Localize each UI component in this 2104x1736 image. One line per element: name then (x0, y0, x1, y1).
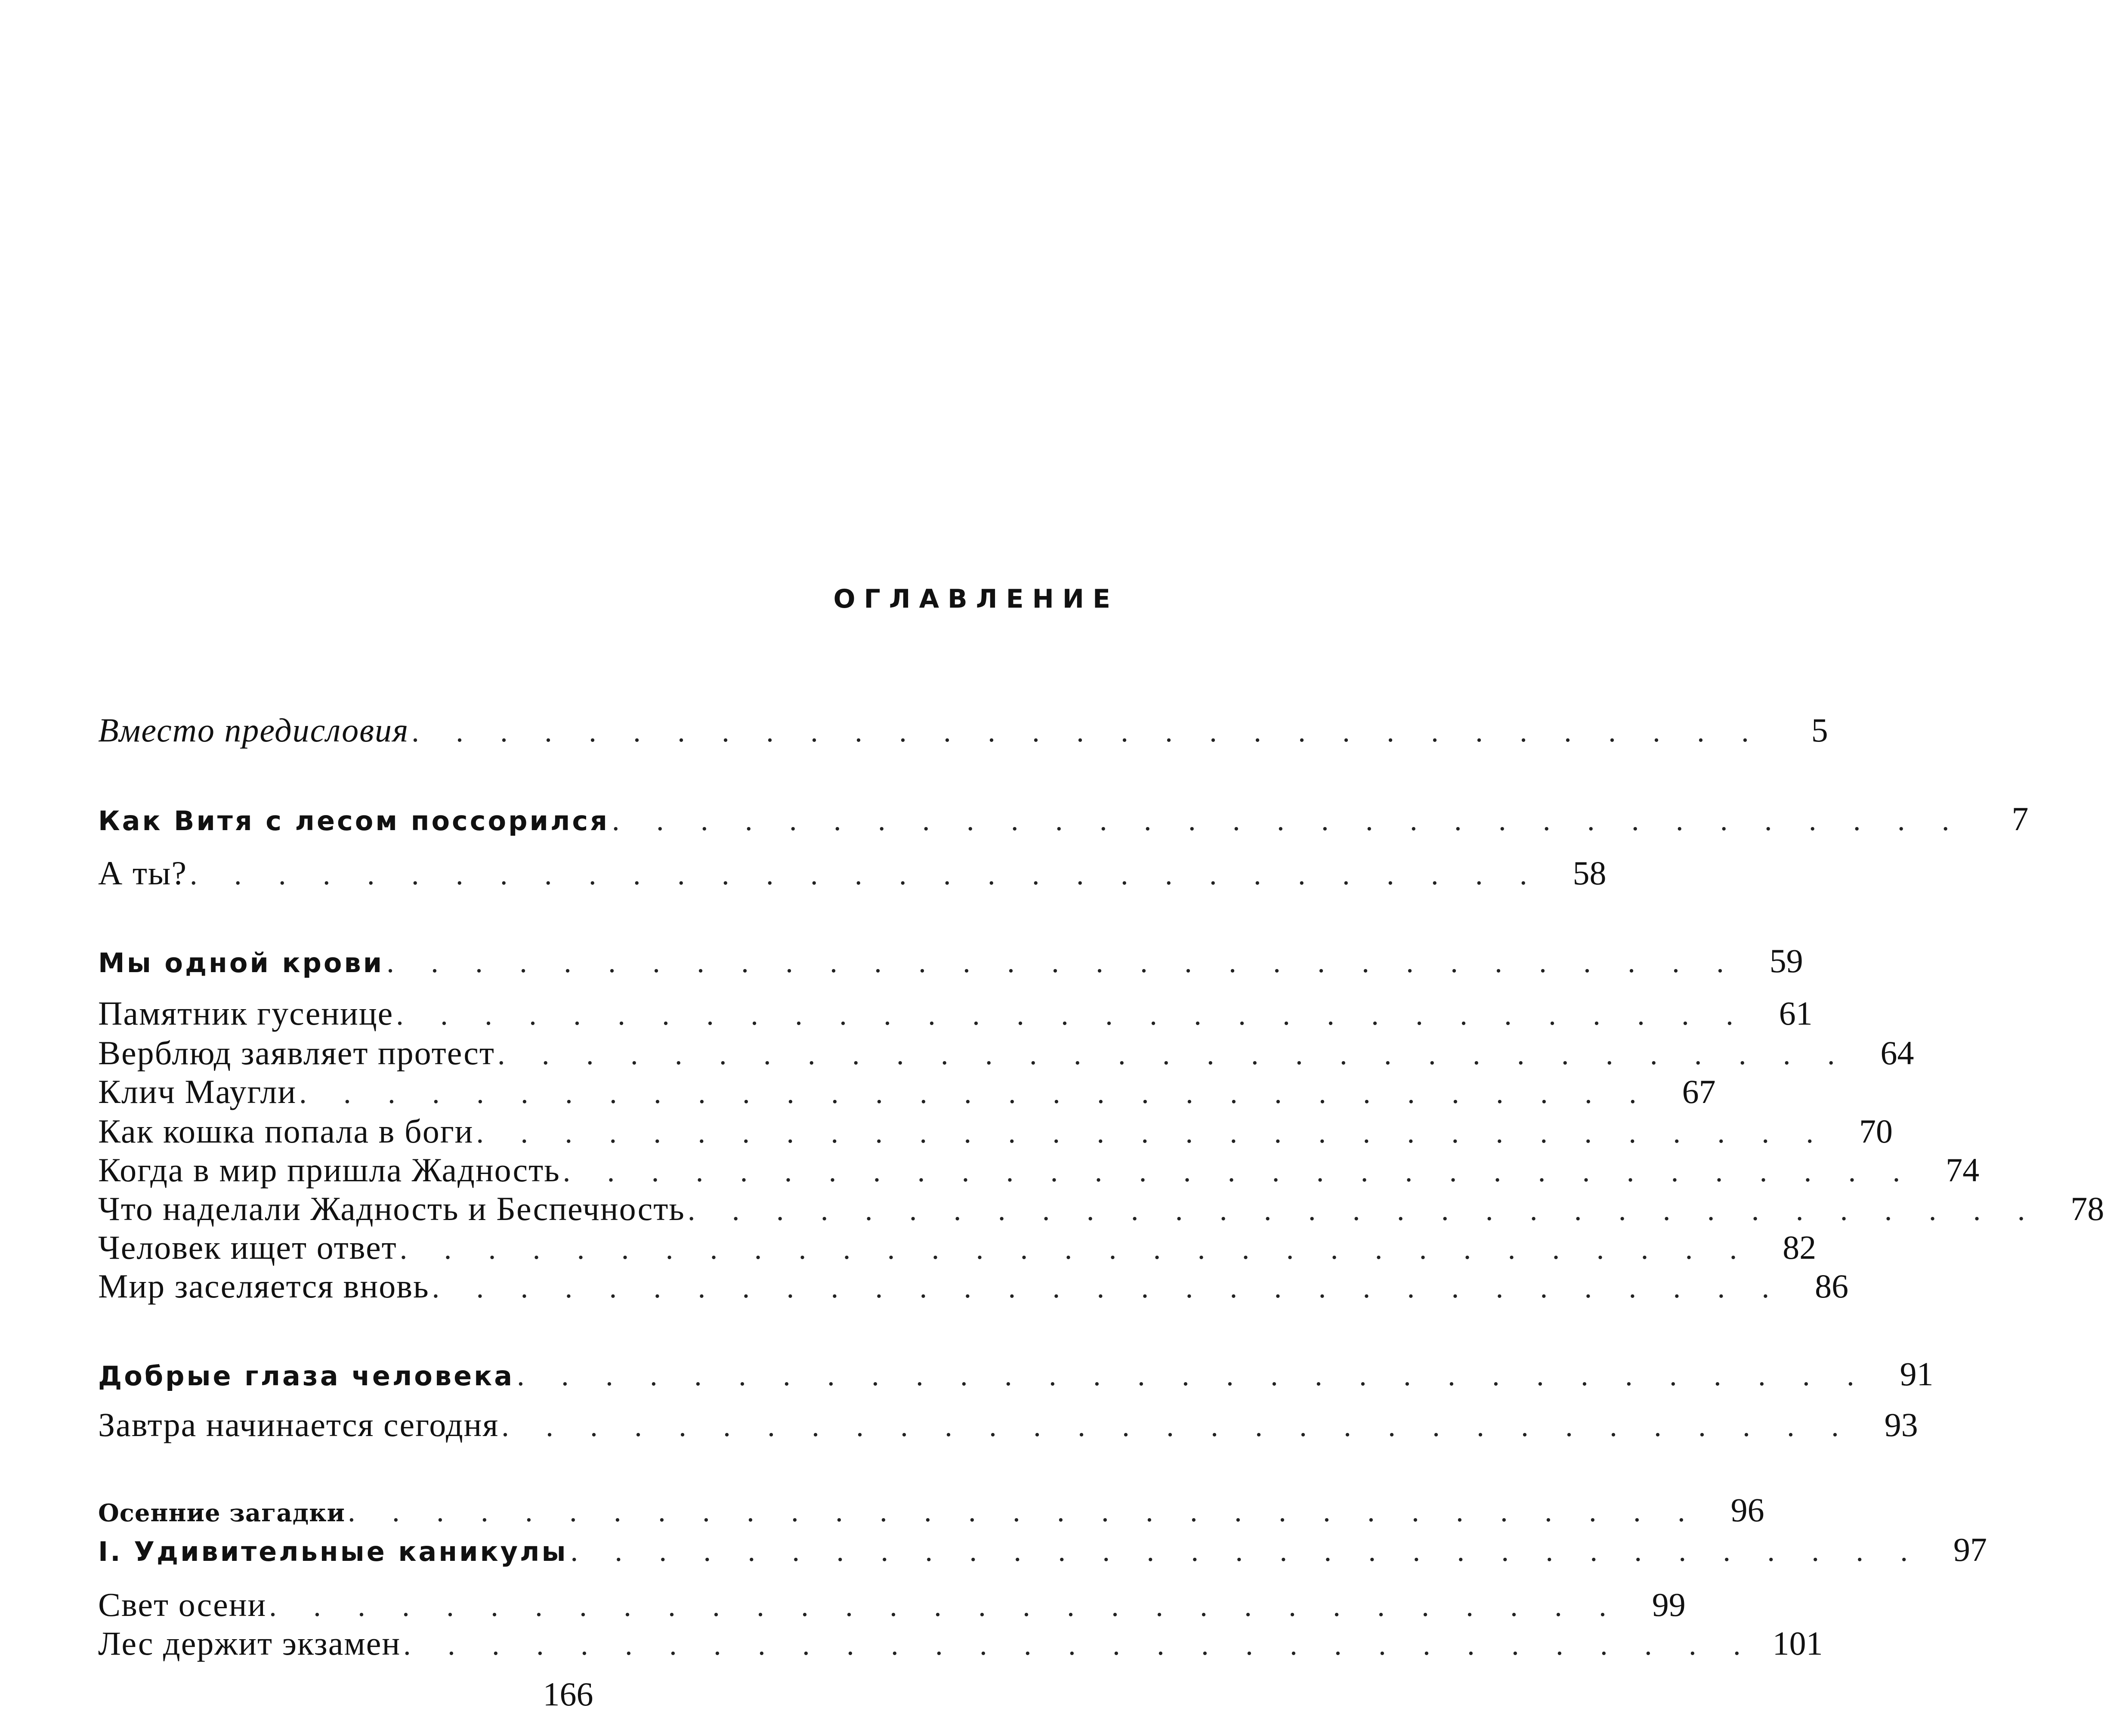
toc-leader-dots: . . . . . . . . . . . . . . . . . . . . . . . . . . . . . . . (269, 1590, 1621, 1623)
toc-entry-title: Лес держит экзамен (98, 1625, 401, 1662)
toc-entry (98, 1228, 1817, 1267)
toc-entry (98, 1072, 1716, 1111)
toc-entry-page: 97 (1953, 1531, 1987, 1568)
toc-entry-page: 78 (2070, 1190, 2104, 1227)
toc-entry-title: Осенние загадки (98, 1499, 346, 1527)
toc-entry-title: Мир заселяется вновь (98, 1267, 429, 1305)
toc-leader-dots: . . . . . . . . . . . . . . . . . . . . . . . . . . . . . . . (570, 1535, 1923, 1568)
toc-entry-title: Когда в мир пришла Жадность (98, 1151, 560, 1189)
toc-entry-page: 58 (1573, 854, 1607, 892)
toc-entry (98, 1405, 1918, 1444)
toc-entry (98, 854, 1607, 893)
toc-leader-dots: . . . . . . . . . . . . . . . . . . . . . . . . . . . . . . . (501, 1410, 1854, 1443)
toc-entry-page: 5 (1811, 711, 1828, 749)
toc-leader-dots: . . . . . . . . . . . . . . . . . . . . . . . . . . . . . . . (189, 858, 1542, 891)
toc-leader-dots: . . . . . . . . . . . . . . . . . . . . . . . . . . . . . . . (299, 1077, 1651, 1110)
toc-entry-page: 7 (2011, 800, 2029, 837)
toc-entry-title: I. Удивительные каникулы (98, 1536, 568, 1567)
toc-entry-title: А ты? (98, 854, 187, 892)
toc-entry (98, 1112, 1893, 1151)
toc-entry (98, 994, 1813, 1033)
toc-entry-page: 101 (1772, 1625, 1823, 1662)
toc-section-heading (98, 800, 2029, 838)
page-number: 166 (543, 1675, 593, 1713)
toc-entry-page: 93 (1884, 1406, 1918, 1443)
toc-entry-page: 96 (1730, 1491, 1764, 1529)
toc-title: ОГЛАВЛЕНИЕ (833, 584, 1119, 614)
toc-entry-page: 74 (1946, 1151, 1980, 1189)
toc-entry-page: 70 (1859, 1112, 1893, 1150)
toc-entry-page: 64 (1880, 1034, 1914, 1072)
toc-leader-dots: . . . . . . . . . . . . . . . . . . . . . . . . . . . . . . . (562, 1155, 1915, 1188)
toc-leader-dots: . . . . . . . . . . . . . . . . . . . . . . . . . . . . . . . (517, 1359, 1869, 1392)
toc-leader-dots: . . . . . . . . . . . . . . . . . . . . . . . . . . . . . . . (403, 1628, 1755, 1662)
toc-leader-dots: . . . . . . . . . . . . . . . . . . . . . . . . . . . . . . . (476, 1116, 1828, 1149)
toc-entry-page: 82 (1783, 1229, 1817, 1266)
toc-entry-page: 86 (1815, 1267, 1849, 1305)
toc-entry (98, 1151, 1980, 1189)
toc-section-heading (98, 1355, 1934, 1393)
toc-entry-title: Клич Маугли (98, 1073, 297, 1110)
toc-entry-page: 99 (1652, 1586, 1686, 1623)
toc-entry (98, 1189, 2104, 1228)
toc-subsection-heading (98, 1491, 1764, 1529)
toc-entry-page: 67 (1682, 1073, 1716, 1110)
toc-leader-dots: . . . . . . . . . . . . . . . . . . . . . . . . . . . . . . . (348, 1495, 1700, 1528)
toc-leader-dots: . . . . . . . . . . . . . . . . . . . . . . . . . . . . . . . (612, 804, 1964, 837)
toc-entry (98, 711, 1828, 750)
toc-entry (98, 1267, 1849, 1306)
toc-entry-title: Свет осени (98, 1586, 267, 1623)
toc-entry (98, 1034, 1914, 1072)
toc-entry-title: Памятник гусенице (98, 995, 394, 1032)
toc-entry-title: Вместо предисловия (98, 711, 409, 749)
toc-leader-dots: . . . . . . . . . . . . . . . . . . . . . . . . . . . . . . . (432, 1271, 1784, 1304)
toc-entry-title: Человек ищет ответ (98, 1229, 397, 1266)
toc-section-heading (98, 1530, 1987, 1569)
toc-leader-dots: . . . . . . . . . . . . . . . . . . . . . . . . . . . . . . . (687, 1194, 2040, 1227)
toc-entry (98, 1585, 1686, 1624)
toc-entry-title: Добрые глаза человека (98, 1360, 515, 1392)
toc-leader-dots: . . . . . . . . . . . . . . . . . . . . . . . . . . . . . . . (386, 946, 1739, 979)
toc-entry-title: Завтра начинается сегодня (98, 1406, 499, 1443)
toc-entry-page: 91 (1900, 1355, 1934, 1393)
toc-leader-dots: . . . . . . . . . . . . . . . . . . . . . . . . . . . . . . . (396, 998, 1748, 1032)
toc-entry-page: 59 (1769, 942, 1803, 979)
toc-leader-dots: . . . . . . . . . . . . . . . . . . . . . . . . . . . . . . . (411, 715, 1764, 748)
toc-entry-title: Что наделали Жадность и Беспечность (98, 1190, 685, 1227)
toc-leader-dots: . . . . . . . . . . . . . . . . . . . . . . . . . . . . . . . (497, 1038, 1850, 1071)
toc-entry-title: Как кошка попала в боги (98, 1112, 474, 1150)
toc-entry-title: Мы одной крови (98, 947, 384, 979)
toc-leader-dots: . . . . . . . . . . . . . . . . . . . . . . . . . . . . . . . (399, 1232, 1752, 1266)
toc-entry-title: Как Витя с лесом поссорился (98, 805, 609, 837)
toc-entry-page: 61 (1779, 995, 1813, 1032)
toc-entry (98, 1624, 1823, 1663)
toc-section-heading (98, 942, 1803, 980)
toc-entry-title: Верблюд заявляет протест (98, 1034, 495, 1072)
